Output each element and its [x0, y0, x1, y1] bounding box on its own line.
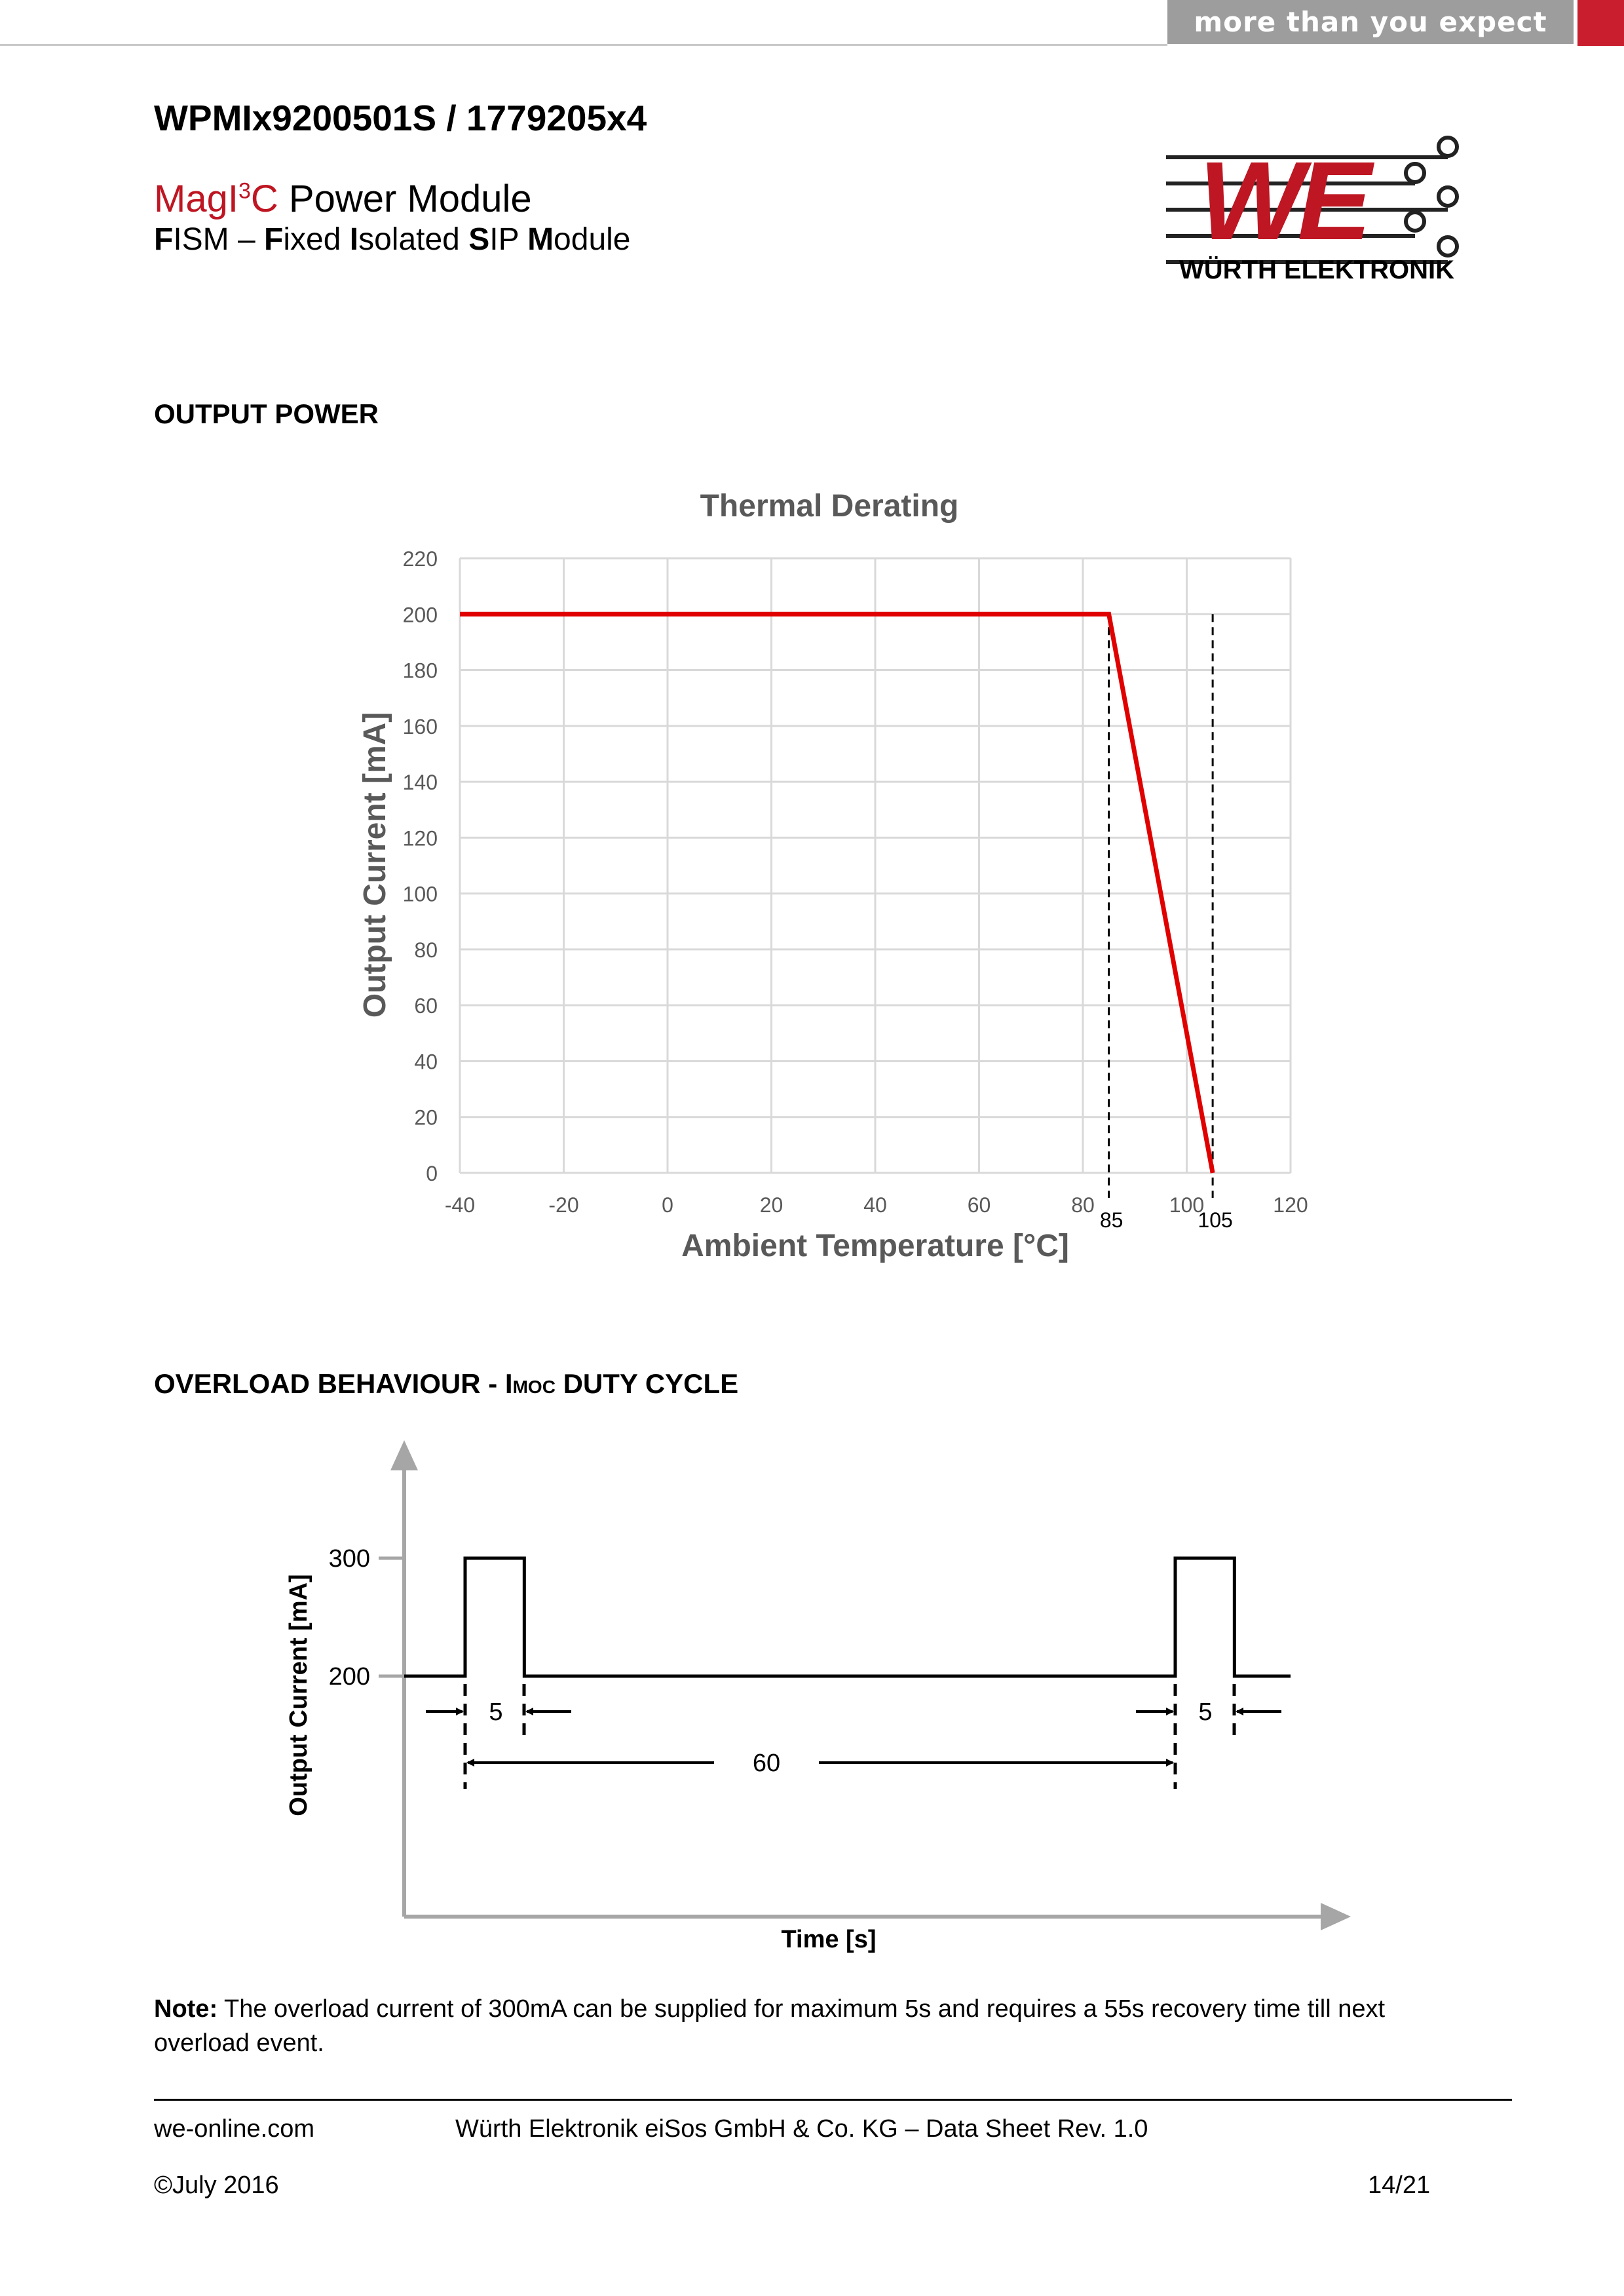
subtitle-part: odule — [554, 222, 631, 257]
overload-title-text: OVERLOAD BEHAVIOUR - I — [154, 1368, 513, 1399]
marker-label: 85 — [1099, 1208, 1124, 1232]
subtitle-part: F — [154, 222, 174, 257]
x-tick-label: 20 — [759, 1193, 784, 1217]
dimension-label: 60 — [752, 1750, 781, 1777]
y-tick-label: 300 — [328, 1545, 370, 1573]
section-title-overload — [154, 1368, 738, 1400]
y-tick-label: 60 — [414, 994, 438, 1018]
product-name — [154, 177, 532, 221]
footer-company: Würth Elektronik eiSos GmbH & Co. KG – Data Sheet Rev. 1.0 — [455, 2115, 1148, 2143]
y-tick-label: 40 — [414, 1050, 438, 1074]
x-tick-label: -40 — [444, 1193, 476, 1217]
overload-title-text: DUTY CYCLE — [555, 1368, 739, 1399]
product-subtitle — [154, 221, 631, 258]
y-tick-label: 200 — [328, 1663, 370, 1691]
pulse-waveform — [404, 1558, 1291, 1676]
section-title-output-power: OUTPUT POWER — [154, 398, 379, 429]
y-tick-label: 100 — [402, 882, 438, 906]
x-axis-label: Time [s] — [781, 1926, 877, 1953]
x-tick-label: 60 — [967, 1193, 991, 1217]
subtitle-part: ixed — [283, 222, 350, 257]
y-tick-label: 0 — [426, 1162, 438, 1185]
y-tick-label: 200 — [402, 603, 438, 627]
wurth-elektronik-logo — [1160, 131, 1487, 288]
overload-title-subscript: MOC — [512, 1377, 556, 1397]
page-title: WPMIx9200501S / 1779205x4 — [154, 98, 647, 138]
footer-date: ©July 2016 — [154, 2172, 279, 2199]
subtitle-part: ISM – — [173, 222, 265, 257]
brand-superscript: 3 — [238, 178, 251, 204]
y-axis-label: Output Current [mA] — [285, 1574, 312, 1816]
x-tick-label: 120 — [1273, 1193, 1308, 1217]
y-tick-label: 160 — [402, 714, 438, 738]
chart-grid — [460, 558, 1291, 1173]
x-tick-label: 40 — [863, 1193, 887, 1217]
note-label: Note: — [154, 1995, 218, 2023]
tagline: more than you expect — [1167, 0, 1574, 44]
y-axis-label: Output Current [mA] — [358, 712, 392, 1018]
logo-letters: WE — [1199, 139, 1365, 263]
footer-url: we-online.com — [154, 2115, 314, 2143]
marker-label: 105 — [1198, 1208, 1233, 1232]
subtitle-part: I — [349, 222, 359, 257]
footer-rule — [154, 2099, 1512, 2101]
subtitle-part: IP — [489, 222, 528, 257]
y-tick-label: 180 — [402, 659, 438, 683]
x-axis-arrow — [1321, 1903, 1351, 1930]
header-rule — [0, 44, 1167, 46]
logo-text: WÜRTH ELEKTRONIK — [1179, 256, 1454, 284]
overload-duty-cycle-chart — [0, 1428, 1624, 1966]
y-tick-label: 20 — [414, 1105, 438, 1130]
dimension-label: 5 — [1198, 1698, 1213, 1726]
thermal-derating-chart — [0, 459, 1624, 1311]
x-axis-label: Ambient Temperature [°C] — [681, 1229, 1069, 1263]
x-tick-label: 0 — [662, 1193, 673, 1217]
x-tick-label: 80 — [1071, 1193, 1095, 1217]
subtitle-part: solated — [358, 222, 469, 257]
product-brand — [154, 178, 278, 220]
brand-part: MagI — [154, 178, 238, 220]
brand-part: C — [250, 178, 278, 220]
x-tick-labels — [445, 1193, 1308, 1217]
note-paragraph — [154, 1992, 1477, 2060]
y-axis-arrow — [390, 1440, 418, 1470]
chart-title: Thermal Derating — [700, 489, 959, 524]
y-tick-labels — [403, 547, 438, 1185]
page-number: 14/21 — [1368, 2172, 1431, 2199]
subtitle-part: M — [527, 222, 554, 257]
subtitle-part: S — [468, 222, 490, 257]
y-tick-label: 120 — [402, 826, 438, 851]
x-tick-label: 100 — [1169, 1193, 1205, 1217]
y-tick-label: 220 — [402, 547, 438, 571]
product-name-rest: Power Module — [278, 178, 532, 220]
x-tick-label: -20 — [548, 1193, 579, 1217]
brand-corner-block — [1577, 0, 1624, 46]
y-tick-label: 140 — [402, 771, 438, 795]
subtitle-part: F — [264, 222, 284, 257]
note-text: The overload current of 300mA can be supplied for maximum 5s and requires a 55s recovery time till next overload event. — [154, 1995, 1386, 2057]
dimension-label: 5 — [489, 1698, 503, 1726]
y-tick-label: 80 — [414, 938, 438, 962]
